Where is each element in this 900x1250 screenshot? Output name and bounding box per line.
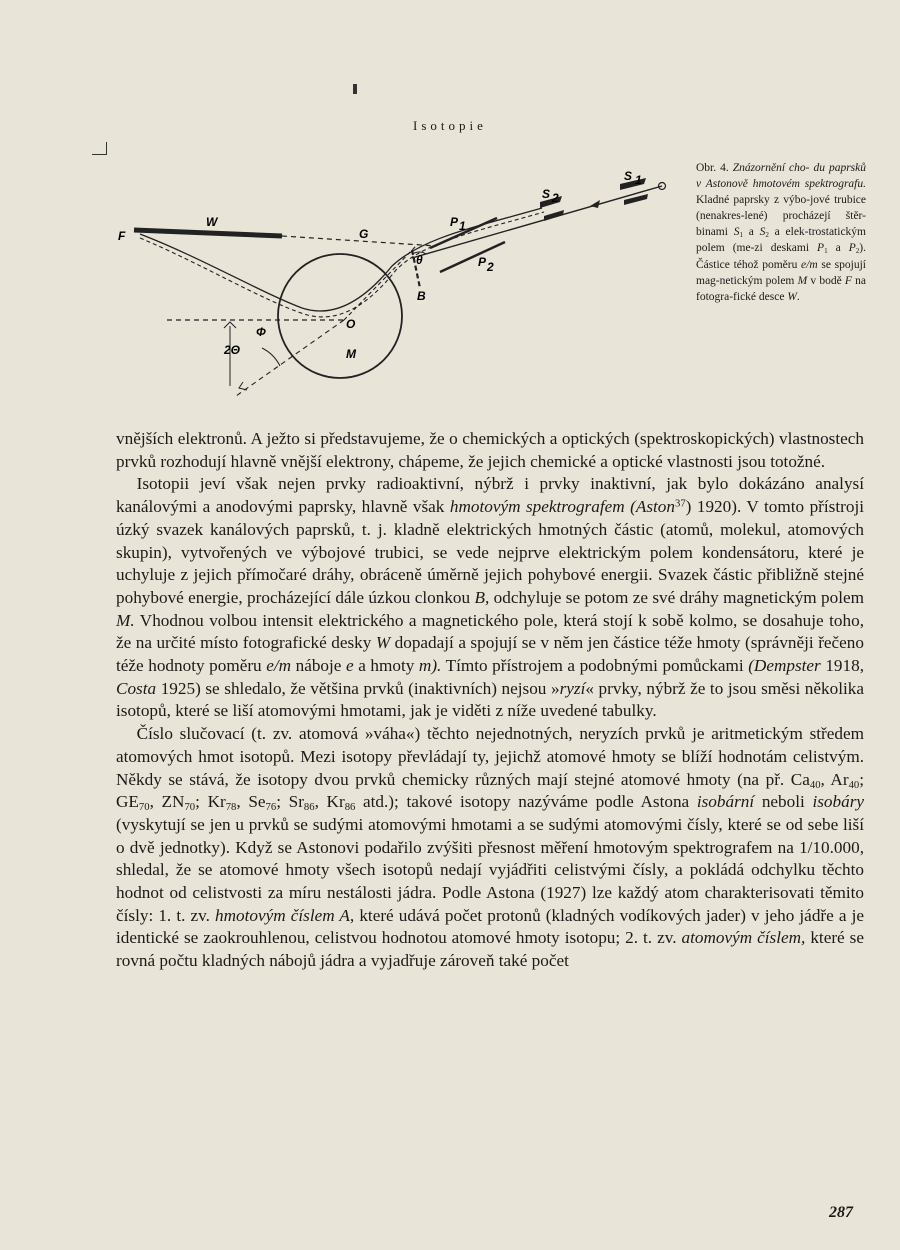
ink-mark <box>353 84 357 94</box>
figure-caption: Obr. 4. Znázornění cho- du paprsků v Astonově hmotovém spektrografu. Kladné paprsky z výbo-jové trubice (nenakres-lené) procházejí štěr-binami $S_1$ a $S_2$ a elek-trostatickým polem (me-zi deskami $P_1$ a $P_2$). Částice téhož poměru e/m se spojují mag-netickým polem M v bodě F na fotogra-fické desce W. <box>696 162 867 303</box>
label-p2-sub: 2 <box>487 260 494 274</box>
label-p1-sub: 1 <box>459 219 466 233</box>
label-g: G <box>359 227 369 241</box>
paragraph-3: Číslo slučovací (t. zv. atomová »váha«) těchto nejednotných, neryzích prvků je aritmetickým středem atomových hmot isotopů. Mezi isotopy převládají ty, jejichž atomové hmoty se blíží hodnotám celistvým. Někdy se stává, že isotopy dvou prvků chemicky různých mají stejné atomové hmoty (na př. $Ca_{40}$, $Ar_{40}$; $GE_{70}$, $ZN_{70}$; $Kr_{78}$, $Se_{76}$; $Sr_{86}$, $Kr_{86}$ atd.); takové isotopy nazýváme podle Astona isobární neboli isobáry (vyskytují se jen u prvků se sudými atomovými hmotami a se sudými atomovými čísly, které se od sebe liší o dvě jednotky). Když se Astonovi podařilo zvýšiti přesnost měření hmotovým spektrografem na 1/10.000, shledal, že se atomové hmoty všech isotopů nedají vyjádřiti celistvými čísly, a pokládá odchylku těchto hodnot od celistvosti za míru nestálosti jádra. Podle Astona (1927) lze každý atom charakterisovati těmito čísly: 1. t. zv. hmotovým číslem A, které udává počet protonů (kladných vodíkových jader) v jeho jádře a je identické se zaokrouhlenou, celistvou hodnotou atomové hmoty isotopu; 2. t. zv. atomovým číslem, které se rovná počtu kladných nábojů jádra a vyjadřuje zároveň také počet <box>116 724 865 971</box>
label-p2: P <box>478 255 487 269</box>
label-s2: S <box>542 187 551 201</box>
page-number: 287 <box>829 1204 853 1221</box>
body-text <box>116 428 864 973</box>
spectrograph-diagram <box>112 158 682 420</box>
label-phi: Φ <box>256 325 266 339</box>
label-s1-sub: 1 <box>635 173 642 187</box>
label-b: B <box>417 289 426 303</box>
label-s2-sub: 2 <box>552 191 559 205</box>
label-f: F <box>118 229 126 243</box>
label-w: W <box>206 215 218 229</box>
label-o: O <box>346 317 356 331</box>
label-m: M <box>346 347 356 361</box>
figure-aston-spectrograph <box>112 158 682 420</box>
label-theta: θ <box>416 253 423 267</box>
label-two-theta: 2Θ <box>224 343 241 357</box>
photographic-plate <box>134 230 282 236</box>
label-p1: P <box>450 215 459 229</box>
paragraph-1: vnějších elektronů. A ježto si představujeme, že o chemických a optických (spektroskopických) vlastnostech prvků rozhodují hlavně vnější elektrony, chápeme, že jejich chemické a optické vlastnosti jsou totožné. <box>116 429 864 471</box>
margin-mark <box>92 142 107 155</box>
magnetic-field-circle <box>278 254 402 378</box>
running-header: Isotopie <box>413 118 487 133</box>
paragraph-2: Isotopii jeví však nejen prvky radioaktivní, nýbrž i prvky inaktivní, jak bylo dokázáno analysí kanálovými a anodovými paprsky, hlavně však hmotovým spektrografem (Aston$^{37}$) 1920). V tomto přístroji úzký svazek kanálových paprsků, t. j. kladně elektrických hmotných částic (atomů, molekul, atomových skupin), vytvořených ve výbojové trubici, se vede nejprve elektrickým polem kondensátoru, které je uchyluje z jejich přímočaré dráhy, obráceně úměrně jejich pohybové energii. Svazek částic přibližně stejné pohybové energie, procházející dále úzkou clonkou B, odchyluje se potom ze své dráhy magnetickým polem M. Vhodnou volbou intensit elektrického a magnetického pole, která stojí k sobě kolmo, se dosahuje toho, že na určité místo fotografické desky W dopadají a spojují se v něm jen částice téže hmoty (správněji řečeno téže hodnoty poměru e/m náboje e a hmoty m). Tímto přístrojem a podobnými pomůckami (Dempster 1918, Costa 1925) se shledalo, že většina prvků (inaktivních) nejsou »ryzí« prvky, nýbrž že to jsou směsi několika isotopů, které se liší atomovými hmotami, jak je viděti z níže uvedené tabulky. <box>116 474 864 721</box>
label-s1: S <box>624 169 633 183</box>
